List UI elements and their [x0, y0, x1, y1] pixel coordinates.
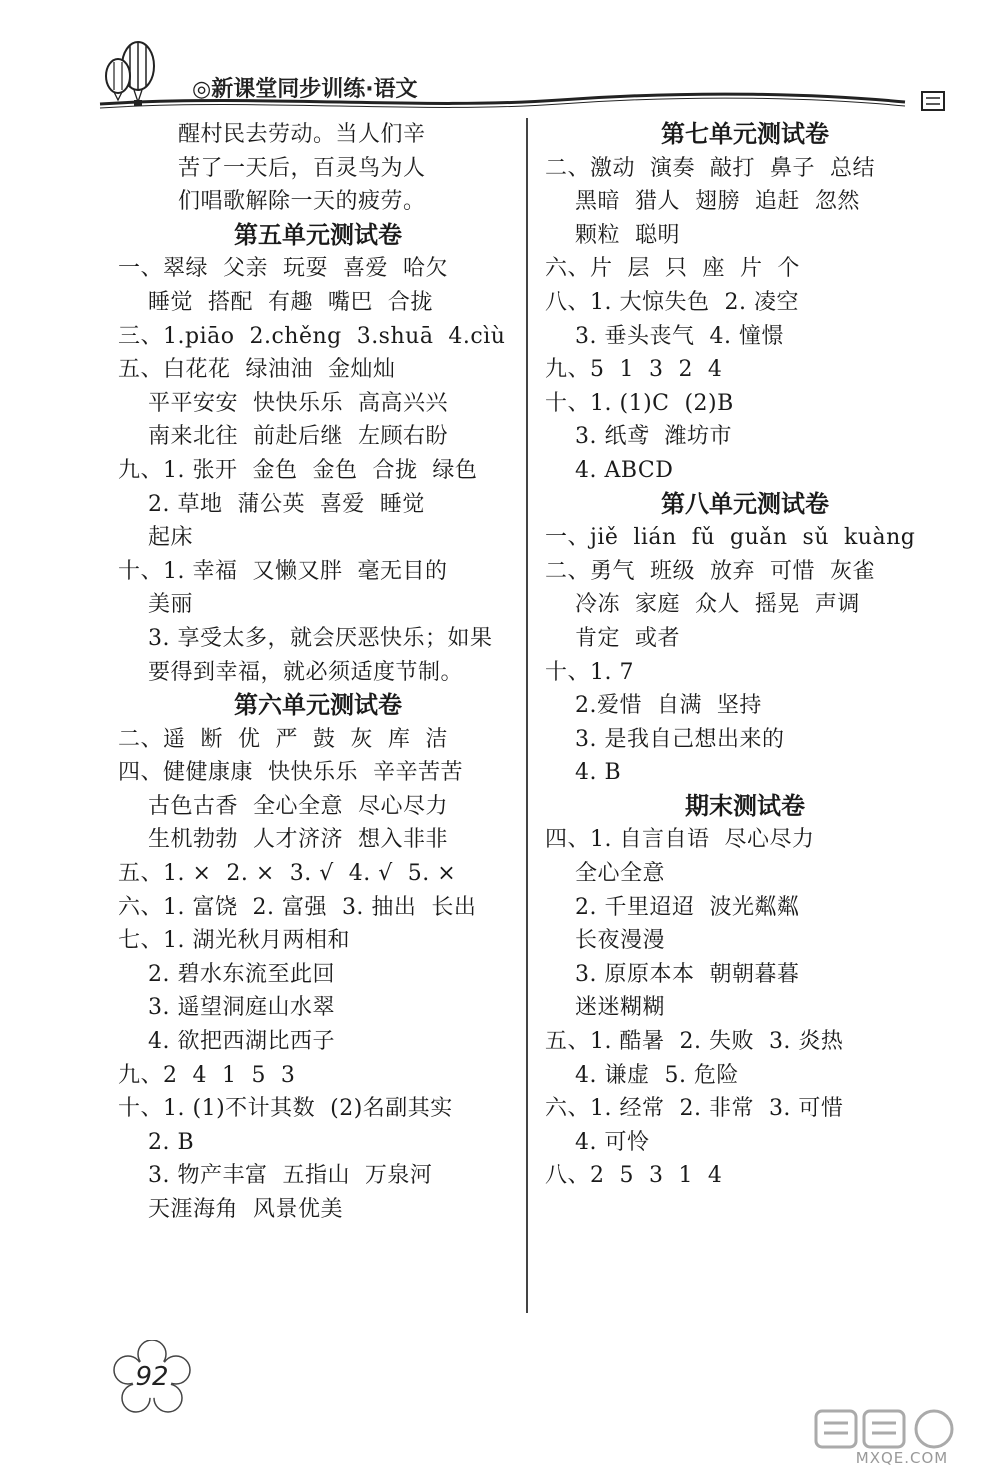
- section-title: 第八单元测试卷: [661, 489, 829, 518]
- answer-line: 古色古香 全心全意 尽心尽力: [118, 793, 448, 819]
- answer-line: 2.爱惜 自满 坚持: [545, 693, 762, 719]
- answer-line: 要得到幸福，就必须适度节制。: [118, 659, 463, 685]
- answer-line: 4. 谦虚 5. 危险: [545, 1062, 739, 1088]
- answer-line: 八、2 5 3 1 4: [545, 1163, 723, 1189]
- column-divider: [526, 118, 528, 1313]
- answer-line: 二、激动 演奏 敲打 鼻子 总结: [545, 155, 875, 181]
- answer-line: 2. 千里迢迢 波光粼粼: [545, 894, 800, 920]
- answer-line: 2. B: [118, 1129, 195, 1155]
- answer-line: 4. ABCD: [545, 457, 674, 483]
- answer-line: 2. 草地 蒲公英 喜爱 睡觉: [118, 491, 425, 517]
- answer-line: 3. 物产丰富 五指山 万泉河: [118, 1163, 433, 1189]
- answer-line: 3. 遥望洞庭山水翠: [118, 995, 335, 1021]
- answer-line: 平平安安 快快乐乐 高高兴兴: [118, 390, 448, 416]
- answer-line: 南来北往 前赴后继 左顾右盼: [118, 424, 448, 450]
- answer-line: 3. 享受太多，就会厌恶快乐；如果: [118, 625, 493, 651]
- answer-line: 生机勃勃 人才济济 想入非非: [118, 827, 448, 853]
- answer-line: 冷冻 家庭 众人 摇晃 声调: [545, 592, 860, 618]
- answer-line: 八、1. 大惊失色 2. 凌空: [545, 289, 799, 315]
- page-number-badge: [112, 1340, 192, 1420]
- answer-line: 迷迷糊糊: [545, 995, 665, 1021]
- answer-line: 睡觉 搭配 有趣 嘴巴 合拢: [118, 289, 433, 315]
- answer-line: 苦了一天后，百灵鸟为人: [118, 155, 426, 181]
- answer-line: 五、1. 酷暑 2. 失败 3. 炎热: [545, 1029, 844, 1055]
- answer-line: 七、1. 湖光秋月两相和: [118, 928, 350, 954]
- section-title: 期末测试卷: [685, 791, 805, 820]
- answer-line: 全心全意: [545, 861, 665, 887]
- answer-line: 3. 纸鸢 潍坊市: [545, 424, 732, 450]
- answer-line: 颗粒 聪明: [545, 222, 680, 248]
- answer-line: 六、片 层 只 座 片 个: [545, 256, 800, 282]
- answer-line: 醒村民去劳动。当人们辛: [118, 122, 426, 147]
- answer-line: 四、1. 自言自语 尽心尽力: [545, 827, 815, 853]
- answer-line: 九、5 1 3 2 4: [545, 357, 723, 383]
- watermark-site: MXQE.COM: [855, 1449, 949, 1467]
- answer-line: 十、1. (1)不计其数 (2)名副其实: [118, 1096, 453, 1122]
- section-title: 第六单元测试卷: [234, 691, 402, 720]
- header-rule: [0, 0, 1000, 120]
- answer-line: 一、翠绿 父亲 玩耍 喜爱 哈欠: [118, 256, 448, 282]
- answer-line: 六、1. 富饶 2. 富强 3. 抽出 长出: [118, 894, 477, 920]
- answer-line: 美丽: [118, 592, 193, 618]
- answer-line: 二、遥 断 优 严 鼓 灰 库 洁: [118, 726, 448, 752]
- page-number: 92: [135, 1362, 169, 1392]
- header-corner-icon: [918, 80, 958, 120]
- right-column: [545, 118, 945, 1193]
- answer-line: 4. B: [545, 760, 622, 786]
- answer-line: 二、勇气 班级 放弃 可惜 灰雀: [545, 558, 875, 584]
- section-title: 第五单元测试卷: [234, 220, 402, 249]
- answer-line: 十、1. 幸福 又懒又胖 毫无目的: [118, 558, 448, 584]
- section-title: 第七单元测试卷: [661, 120, 829, 148]
- answer-line: 长夜漫漫: [545, 928, 665, 954]
- answer-line: 4. 欲把西湖比西子: [118, 1029, 335, 1055]
- answer-line: 们唱歌解除一天的疲劳。: [118, 189, 426, 215]
- answer-line: 肯定 或者: [545, 625, 680, 651]
- answer-line: 五、白花花 绿油油 金灿灿: [118, 357, 396, 383]
- answer-line: 3. 垂头丧气 4. 憧憬: [545, 323, 784, 349]
- answer-line: 六、1. 经常 2. 非常 3. 可惜: [545, 1096, 844, 1122]
- answer-line: 一、jiě lián fǔ guǎn sǔ kuàng: [545, 525, 916, 551]
- answer-line: 九、2 4 1 5 3: [118, 1062, 296, 1088]
- page-header: [0, 0, 1000, 120]
- answer-line: 九、1. 张开 金色 金色 合拢 绿色: [118, 457, 478, 483]
- answer-line: 天涯海角 风景优美: [118, 1197, 343, 1222]
- answer-line: 五、1. × 2. × 3. √ 4. √ 5. ×: [118, 861, 457, 887]
- answer-line: 十、1. 7: [545, 659, 634, 685]
- left-column: [118, 118, 518, 1227]
- watermark-logo: [812, 1405, 992, 1453]
- header-title: ◎新课堂同步训练·语文: [192, 77, 418, 102]
- answer-line: 十、1. (1)C (2)B: [545, 390, 734, 416]
- answer-line: 起床: [118, 525, 193, 551]
- answer-line: 3. 是我自己想出来的: [545, 726, 785, 752]
- answer-line: 2. 碧水东流至此回: [118, 961, 335, 987]
- answer-line: 四、健健康康 快快乐乐 辛辛苦苦: [118, 760, 463, 786]
- answer-line: 3. 原原本本 朝朝暮暮: [545, 961, 800, 987]
- answer-line: 三、1.piāo 2.chěng 3.shuā 4.cìù: [118, 323, 506, 349]
- watermark: [812, 1405, 992, 1469]
- answer-line: 黑暗 猎人 翅膀 追赶 忽然: [545, 189, 860, 215]
- answer-line: 4. 可怜: [545, 1129, 650, 1155]
